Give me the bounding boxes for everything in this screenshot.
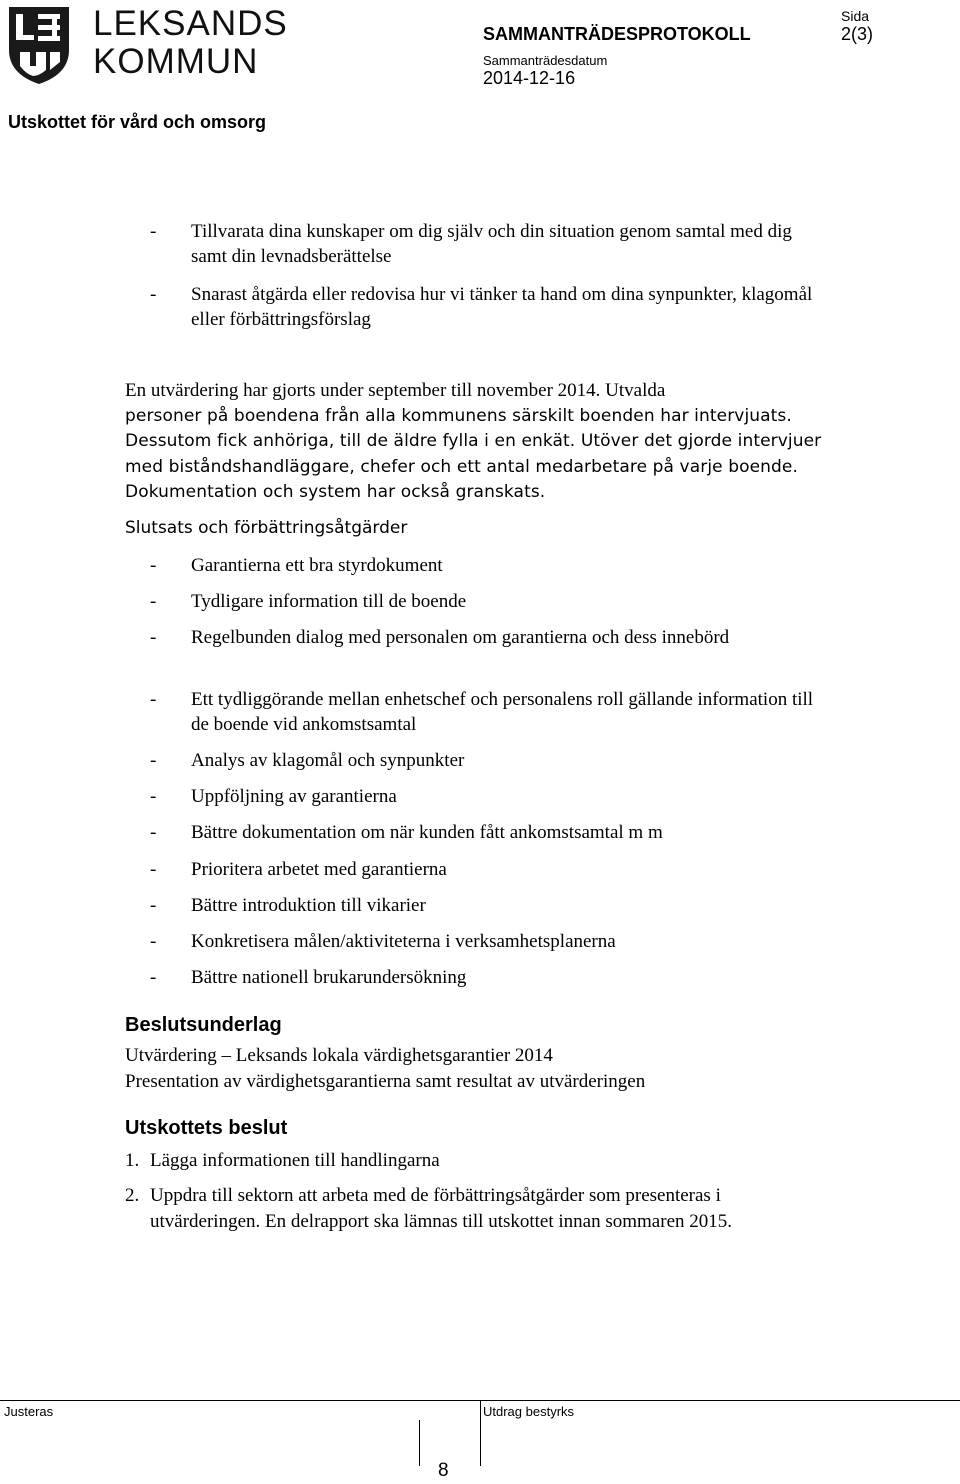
dash-marker: -: [150, 967, 157, 988]
list-item: [150, 553, 830, 578]
evaluation-paragraph: [125, 378, 825, 506]
page-label: Sida: [841, 8, 870, 24]
logo-wordmark-line2: KOMMUN: [93, 42, 259, 81]
list-item-text: Tillvarata dina kunskaper om dig själv och din situation genom samtal med dig samt din levnadsberättelse: [191, 221, 792, 267]
section-heading-decision: Utskottets beslut: [125, 1117, 288, 1139]
decision-text: Uppdra till sektorn att arbeta med de förbättringsåtgärder som presenteras i utvärderingen. En delrapport ska lämnas till utskottet innan sommaren 2015.: [150, 1185, 733, 1232]
list-item: [150, 929, 830, 954]
decision-number: 2.: [125, 1185, 140, 1206]
list-item-text: Bättre introduktion till vikarier: [191, 895, 426, 916]
dash-marker: -: [150, 931, 157, 952]
list-item-text: Bättre dokumentation om när kunden fått ankomstsamtal m m: [191, 822, 663, 843]
list-item: [150, 282, 830, 332]
basis-document-1: Utvärdering – Leksands lokala värdighetsgarantier 2014: [125, 1045, 553, 1066]
logo-wordmark-line1: LEKSANDS: [93, 4, 288, 43]
dash-marker: -: [150, 786, 157, 807]
dash-marker: -: [150, 591, 157, 612]
decision-item: [125, 1183, 825, 1234]
list-item: [150, 687, 830, 737]
list-item: [150, 965, 830, 990]
meeting-date-label: Sammanträdesdatum: [483, 53, 608, 68]
section-heading-basis: Beslutsunderlag: [125, 1014, 282, 1036]
dash-marker: -: [150, 822, 157, 843]
list-item: [150, 820, 830, 845]
list-item-text: Prioritera arbetet med garantierna: [191, 859, 447, 880]
evaluation-body: personer på boendena från alla kommunens särskilt boenden har intervjuats. Dessutom fick anhöriga, till de äldre fylla i en enkät. Utöver det gjorde intervjuer med biståndshandläggare, chefer och ett antal medarbetare på varje boende. Dokumentation och system har också granskats.: [125, 405, 822, 502]
signature-box-divider: [419, 1420, 420, 1466]
document-type-title: SAMMANTRÄDESPROTOKOLL: [483, 24, 751, 44]
list-item-text: Bättre nationell brukarundersökning: [191, 967, 467, 988]
dash-marker: -: [150, 627, 157, 648]
dash-marker: -: [150, 555, 157, 576]
decision-text: Lägga informationen till handlingarna: [150, 1150, 440, 1171]
list-item: [150, 784, 830, 809]
committee-name: Utskottet för vård och omsorg: [8, 112, 267, 132]
section-heading-conclusions: Slutsats och förbättringsåtgärder: [125, 518, 408, 538]
list-item: [150, 857, 830, 882]
dash-marker: -: [150, 284, 157, 305]
utdrag-bestyrks-label: Utdrag bestyrks: [483, 1404, 575, 1419]
dash-marker: -: [150, 895, 157, 916]
municipal-coat-of-arms-icon: [6, 4, 72, 86]
list-item-text: Tydligare information till de boende: [191, 591, 467, 612]
basis-list: [125, 1043, 845, 1094]
decision-item: [125, 1148, 825, 1174]
list-item-text: Uppföljning av garantierna: [191, 786, 397, 807]
list-item: [150, 625, 830, 650]
list-item: [150, 748, 830, 773]
dash-marker: -: [150, 750, 157, 771]
list-item-text: Konkretisera målen/aktiviteterna i verksamhetsplanerna: [191, 931, 616, 952]
page-indicator: 2(3): [841, 24, 874, 44]
list-item-text: Regelbunden dialog med personalen om garantierna och dess innebörd: [191, 627, 730, 648]
list-item-text: Snarast åtgärda eller redovisa hur vi tänker ta hand om dina synpunkter, klagomål eller förbättringsförslag: [191, 284, 813, 330]
list-item: [150, 893, 830, 918]
list-item-text: Analys av klagomål och synpunkter: [191, 750, 465, 771]
list-item-text: Garantierna ett bra styrdokument: [191, 555, 443, 576]
meeting-date: 2014-12-16: [483, 68, 576, 88]
evaluation-lead: En utvärdering har gjorts under september till november 2014. Utvalda: [125, 380, 666, 401]
basis-document-2: Presentation av värdighetsgarantierna samt resultat av utvärderingen: [125, 1070, 646, 1092]
footer-page-number: 8: [438, 1460, 449, 1481]
decision-number: 1.: [125, 1150, 140, 1171]
dash-marker: -: [150, 221, 157, 242]
list-item-text: Ett tydliggörande mellan enhetschef och personalens roll gällande information till de boende vid ankomstsamtal: [191, 689, 814, 735]
list-item: [150, 589, 830, 614]
justeras-label: Justeras: [4, 1404, 54, 1419]
dash-marker: -: [150, 689, 157, 710]
dash-marker: -: [150, 859, 157, 880]
list-item: [150, 219, 830, 269]
signature-box-divider: [480, 1401, 481, 1466]
